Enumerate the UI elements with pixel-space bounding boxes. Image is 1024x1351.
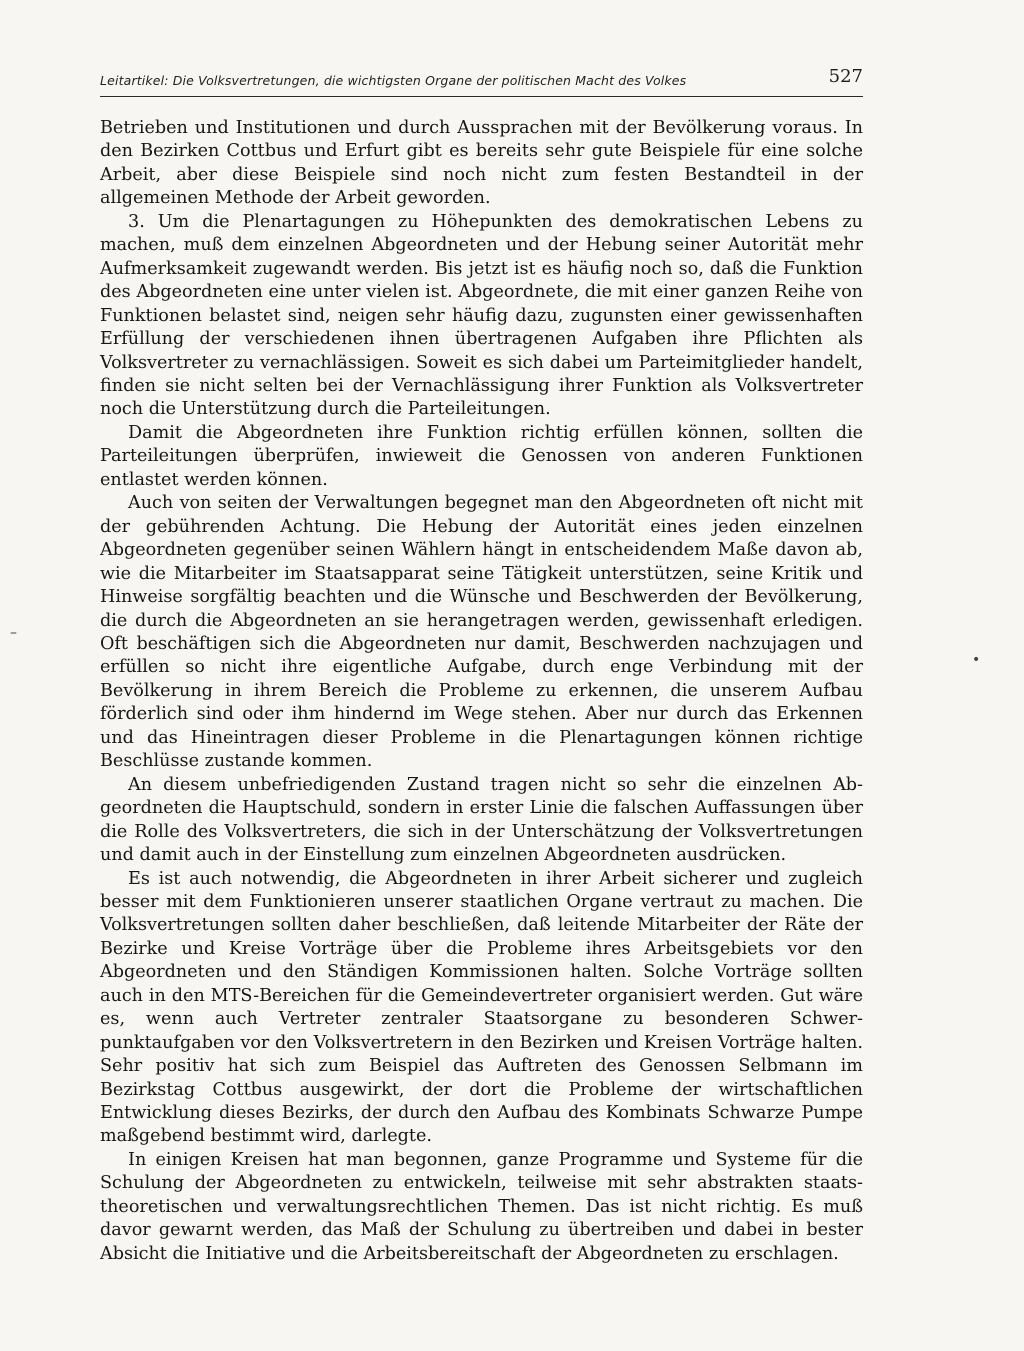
paragraph-4: Auch von seiten der Verwaltungen begegnet man den Abgeordneten oft nicht mit der gebührenden Achtung. Die Hebung der Autorität eines jeden einzelnen Abgeordneten gegenüber seinen Wählern hängt in entscheidendem Maße davon ab, wie die Mitarbeiter im Staatsapparat seine Tätigkeit unterstützen, seine Kritik und Hinweise sorgfältig beachten und die Wünsche und Beschwerden der Bevölkerung, die durch die Abgeordneten an sie herangetragen werden, gewissenhaft erledigen. Oft beschäftigen sich die Abgeordneten nur damit, Beschwerden nachzujagen und erfüllen so nicht ihre eigentliche Aufgabe, durch enge Verbindung mit der Bevölkerung in ihrem Bereich die Probleme zu erkennen, die unserem Aufbau förderlich sind oder ihm hindernd im Wege stehen. Aber nur durch das Erkennen und das Hineintragen dieser Probleme in die Plenartagungen können richtige Beschlüsse zustande kommen. <box>100 493 863 772</box>
margin-dot-mark: • <box>972 652 981 668</box>
paragraph-2: 3. Um die Plenartagungen zu Höhepunkten des demokratischen Lebens zu machen, muß dem einzelnen Abgeordneten und der Hebung seiner Autorität mehr Aufmerksamkeit zugewandt werden. Bis jetzt ist es häufig noch so, daß die Funktion des Abgeordneten eine unter vielen ist. Abgeordnete, die mit einer ganzen Reihe von Funktionen belastet sind, neigen sehr häufig dazu, zugunsten einer gewissenhaften Erfüllung der verschiedenen ihnen übertragenen Aufgaben ihre Pflichten als Volksvertreter zu vernachlässigen. Soweit es sich dabei um Parteimitglieder handelt, finden sie nicht selten bei der Vernachlässigung ihrer Funktion als Volksvertreter noch die Unterstützung durch die Parteileitungen. <box>100 211 863 420</box>
paragraph-1: Betrieben und Institutionen und durch Aussprachen mit der Bevölkerung voraus. In den Bezirken Cottbus und Erfurt gibt es bereits sehr gute Beispiele für eine solche Arbeit, aber diese Beispiele sind noch nicht zum festen Bestandteil in der allgemeinen Methode der Arbeit geworden. <box>100 118 863 209</box>
margin-dash-mark: – <box>10 625 17 641</box>
paragraph-5: An diesem unbefriedigenden Zustand tragen nicht so sehr die einzelnen Abgeordneten die Hauptschuld, sondern in erster Linie die falschen Auffassungen über die Rolle des Volksvertreters, die sich in der Unterschätzung der Volksvertretungen und damit auch in der Einstellung zum einzelnen Abgeordneten ausdrücken. <box>100 774 863 866</box>
article-body <box>100 117 863 1266</box>
page-number: 527 <box>828 66 863 87</box>
paragraph-6: Es ist auch notwendig, die Abgeordneten in ihrer Arbeit sicherer und zugleich besser mit dem Funktionieren unserer staatlichen Organe vertraut zu machen. Die Volksvertretungen sollten daher beschließen, daß leitende Mitarbeiter der Räte der Bezirke und Kreise Vorträge über die Probleme ihres Arbeitsgebiets vor den Abgeordneten und den Ständigen Kommissionen halten. Solche Vorträge sollten auch in den MTS-Bereichen für die Gemeindevertreter organisiert werden. Gut wäre es, wenn auch Vertreter zentraler Staatsorgane zu besonderen Schwerpunktaufgaben vor den Volksvertretern in den Bezirken und Kreisen Vorträge halten. Sehr positiv hat sich zum Beispiel das Auftreten des Genossen Selbmann im Bezirkstag Cottbus ausgewirkt, der dort die Probleme der wirtschaftlichen Entwicklung dieses Bezirks, der durch den Aufbau des Kombinats Schwarze Pumpe maßgebend bestimmt wird, darlegte. <box>100 868 863 1147</box>
page-header <box>100 68 863 97</box>
paragraph-7: In einigen Kreisen hat man begonnen, ganze Programme und Systeme für die Schulung der Abgeordneten zu entwickeln, teilweise mit sehr abstrakten staatstheoretischen und verwaltungsrechtlichen Themen. Das ist nicht richtig. Es muß davor gewarnt werden, das Maß der Schulung zu übertreiben und dabei in bester Absicht die Initiative und die Arbeitsbereitschaft der Abgeordneten zu erschlagen. <box>100 1149 863 1264</box>
paragraph-3: Damit die Abgeordneten ihre Funktion richtig erfüllen können, sollten die Parteileitungen überprüfen, inwieweit die Genossen von anderen Funktionen entlastet werden können. <box>100 422 863 490</box>
running-head: Leitartikel: Die Volksvertretungen, die wichtigsten Organe der politischen Macht des Volkes <box>100 73 687 88</box>
